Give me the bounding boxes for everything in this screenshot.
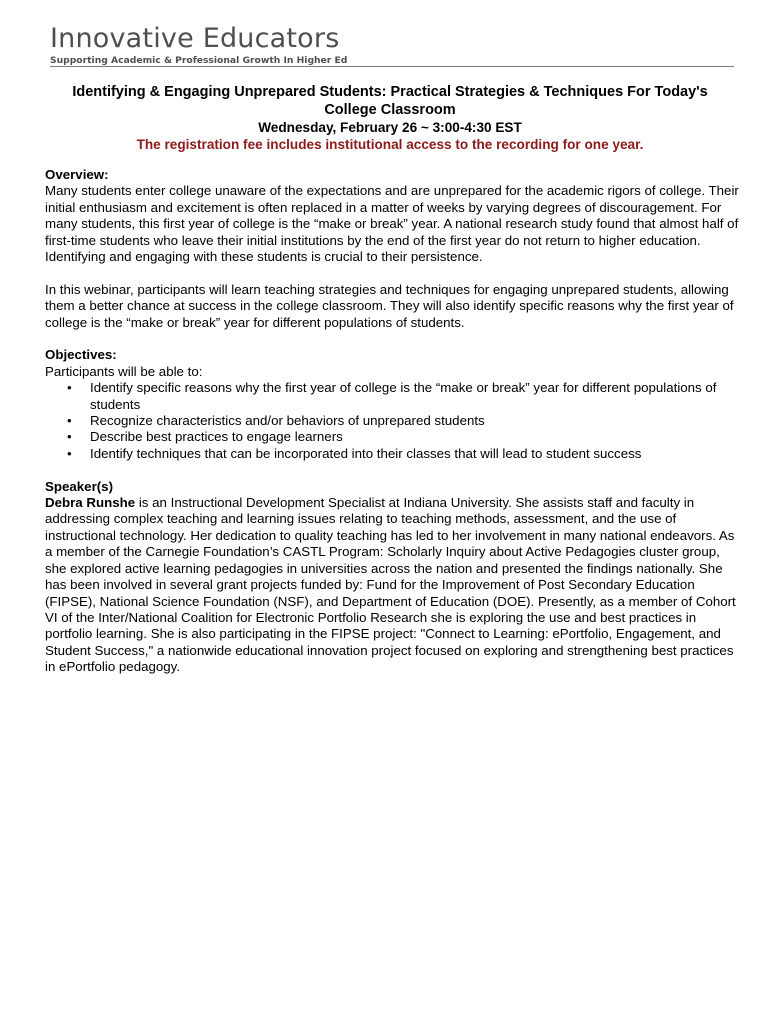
objective-text: Recognize characteristics and/or behaviors of unprepared students (90, 413, 485, 429)
bullet: • (67, 380, 72, 396)
speakers-heading: Speaker(s) (45, 478, 113, 494)
event-title: Identifying & Engaging Unprepared Students: Practical Strategies & Techniques For Today's College Classroom (72, 84, 708, 118)
bullet: • (67, 413, 72, 429)
spacer (45, 331, 739, 347)
objectives-heading: Objectives: (45, 347, 117, 363)
list-item (45, 429, 739, 445)
speaker-name: Debra Runshe (45, 495, 136, 511)
objectives-intro: Participants will be able to: (45, 363, 203, 379)
objectives-list (45, 380, 739, 462)
overview-paragraph-2: In this webinar, participants will learn teaching strategies and techniques for engaging unprepared students, allowing them a better chance at success in the college classroom. They will also identify specific reasons why the first year of college is the “make or break” year for different populations of students. (45, 281, 734, 330)
spacer (45, 462, 739, 478)
objective-text: Describe best practices to engage learners (90, 429, 343, 445)
objective-text: Identify specific reasons why the first year of college is the “make or break” year for different populations of students (90, 380, 717, 412)
event-date: Wednesday, February 26 ~ 3:00-4:30 EST (258, 120, 522, 135)
event-header (45, 83, 735, 153)
speaker-bio-paragraph (45, 495, 739, 675)
logo-title: Innovative Educators (50, 23, 340, 54)
registration-notice: The registration fee includes institutional access to the recording for one year. (136, 137, 644, 152)
list-item (45, 413, 739, 429)
header-divider (50, 66, 734, 67)
speaker-bio: is an Instructional Development Specialist at Indiana University. She assists staff and faculty in addressing complex teaching and learning issues relating to teaching methods, assessment, and the use of instructional technology. Her dedication to quality teaching has led to her involvement in many national endeavors. As a member of the Carnegie Foundation’s CASTL Program: Scholarly Inquiry about Active Pedagogies cluster group, she explored active learning pedagogies in universities across the nation and presented the findings nationally. She has been involved in several grant projects funded by: Fund for the Improvement of Post Secondary Education (FIPSE), National Science Foundation (NSF), and Department of Education (DOE). Presently, as a member of Cohort VI of the Inter/National Coalition for Electronic Portfolio Research she is exploring the use and best practices in portfolio learning. She is also participating in the FIPSE project: "Connect to Learning: ePortfolio, Engagement, and Student Success," a nationwide educational innovation project focused on exploring and strengthening best practices in ePortfolio pedagogy. (45, 495, 736, 675)
logo-tagline: Supporting Academic & Professional Growth In Higher Ed (50, 55, 348, 66)
list-item (45, 380, 739, 413)
overview-paragraph-1: Many students enter college unaware of the expectations and are unprepared for the academic rigors of college. Their initial enthusiasm and excitement is often replaced in a matter of weeks by varying degrees of discouragement. For many students, this first year of college is the “make or break” year. A national research study found that almost half of first-time students who leave their initial institutions by the end of the first year do not return to higher education. Identifying and engaging with these students is crucial to their persistence. (45, 183, 739, 265)
bullet: • (67, 445, 72, 461)
spacer (45, 265, 739, 281)
list-item (45, 446, 739, 462)
bullet: • (67, 429, 72, 445)
logo (50, 24, 734, 66)
document-body (45, 167, 739, 676)
overview-heading: Overview: (45, 167, 109, 182)
objective-text: Identify techniques that can be incorporated into their classes that will lead to student success (90, 445, 642, 461)
